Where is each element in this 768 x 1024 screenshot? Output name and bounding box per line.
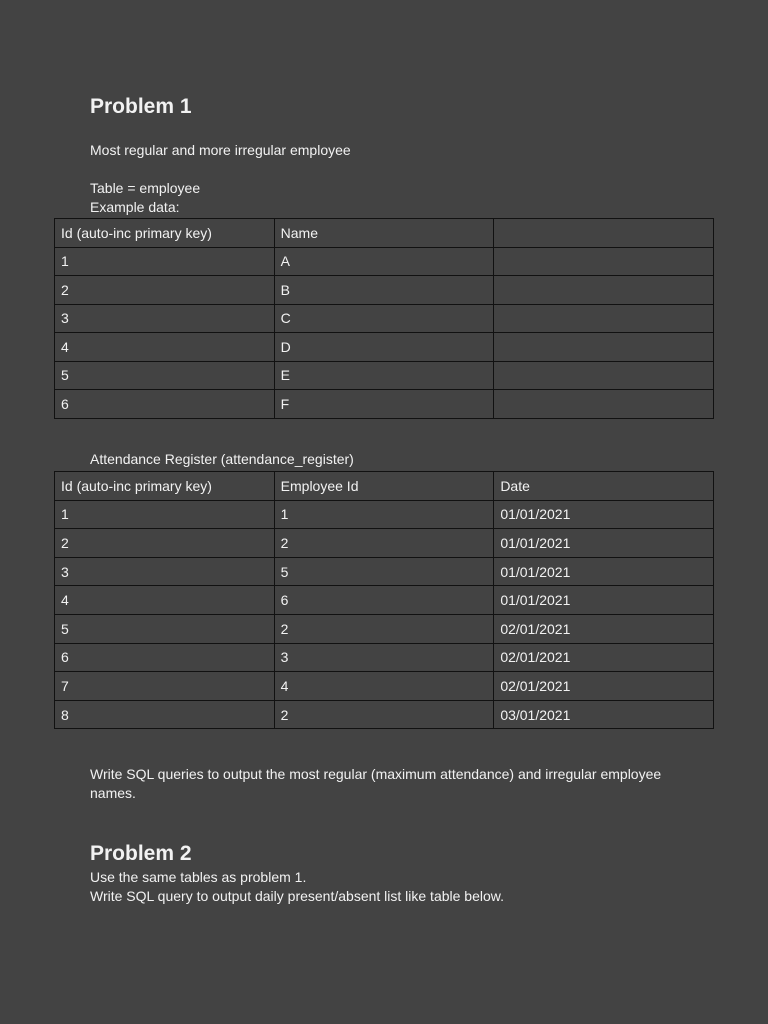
table-row (55, 304, 714, 333)
table-cell: 02/01/2021 (494, 614, 714, 643)
task-text-line1: Write SQL queries to output the most regular (maximum attendance) and irregular employee (90, 766, 662, 782)
table-row (55, 276, 714, 305)
table-cell: 3 (55, 304, 275, 333)
table-cell: 6 (55, 390, 275, 419)
table-cell: 01/01/2021 (494, 500, 714, 529)
table-header-cell: Id (auto-inc primary key) (55, 219, 275, 248)
table-row (55, 557, 714, 586)
table-header-cell: Date (494, 472, 714, 501)
table-cell: 03/01/2021 (494, 700, 714, 729)
table-cell: 7 (55, 672, 275, 701)
task-text-line2: names. (90, 785, 136, 801)
table-cell: 6 (55, 643, 275, 672)
table-row (55, 529, 714, 558)
table-cell: 1 (55, 247, 275, 276)
table-cell: 3 (55, 557, 275, 586)
table-row (55, 643, 714, 672)
table-cell (494, 304, 714, 333)
table-cell (494, 276, 714, 305)
table-cell: 5 (55, 614, 275, 643)
table-cell: 4 (274, 672, 494, 701)
table-header-cell (494, 219, 714, 248)
table-header-cell: Name (274, 219, 494, 248)
table-cell: 5 (274, 557, 494, 586)
table-name-line: Table = employee (90, 180, 201, 196)
table-cell: 2 (55, 276, 275, 305)
problem1-intro: Most regular and more irregular employee (90, 142, 351, 158)
table-row (55, 247, 714, 276)
example-data-label: Example data: (90, 199, 180, 215)
table-cell: E (274, 361, 494, 390)
table-header-cell: Employee Id (274, 472, 494, 501)
problem1-heading: Problem 1 (90, 95, 192, 118)
table-cell (494, 361, 714, 390)
table-cell: B (274, 276, 494, 305)
table-cell: 02/01/2021 (494, 643, 714, 672)
table-cell: 5 (55, 361, 275, 390)
table-cell: C (274, 304, 494, 333)
table-cell: 1 (274, 500, 494, 529)
table-cell (494, 390, 714, 419)
table-cell: 2 (55, 529, 275, 558)
table-cell (494, 247, 714, 276)
table-cell: 2 (274, 700, 494, 729)
table-row (55, 361, 714, 390)
table-row (55, 672, 714, 701)
table-cell: 3 (274, 643, 494, 672)
table-row (55, 333, 714, 362)
table-row (55, 500, 714, 529)
table-cell (494, 333, 714, 362)
table-cell: 01/01/2021 (494, 586, 714, 615)
problem2-line1: Use the same tables as problem 1. (90, 869, 307, 885)
table-row (55, 390, 714, 419)
table-row (55, 614, 714, 643)
table-cell: 01/01/2021 (494, 557, 714, 586)
table-cell: 02/01/2021 (494, 672, 714, 701)
problem2-line2: Write SQL query to output daily present/absent list like table below. (90, 888, 505, 904)
table-cell: 8 (55, 700, 275, 729)
table-row (55, 700, 714, 729)
attendance-title: Attendance Register (attendance_register) (90, 451, 354, 467)
table-cell: 4 (55, 333, 275, 362)
table-cell: 01/01/2021 (494, 529, 714, 558)
table-cell: D (274, 333, 494, 362)
table-cell: F (274, 390, 494, 419)
attendance-table (54, 471, 714, 729)
problem2-heading: Problem 2 (90, 842, 192, 865)
table-cell: 6 (274, 586, 494, 615)
table-row (55, 586, 714, 615)
table-header-cell: Id (auto-inc primary key) (55, 472, 275, 501)
employee-table (54, 218, 714, 419)
table-cell: A (274, 247, 494, 276)
table-header-row (55, 472, 714, 501)
table-cell: 2 (274, 529, 494, 558)
table-cell: 1 (55, 500, 275, 529)
table-cell: 2 (274, 614, 494, 643)
table-header-row (55, 219, 714, 248)
table-cell: 4 (55, 586, 275, 615)
